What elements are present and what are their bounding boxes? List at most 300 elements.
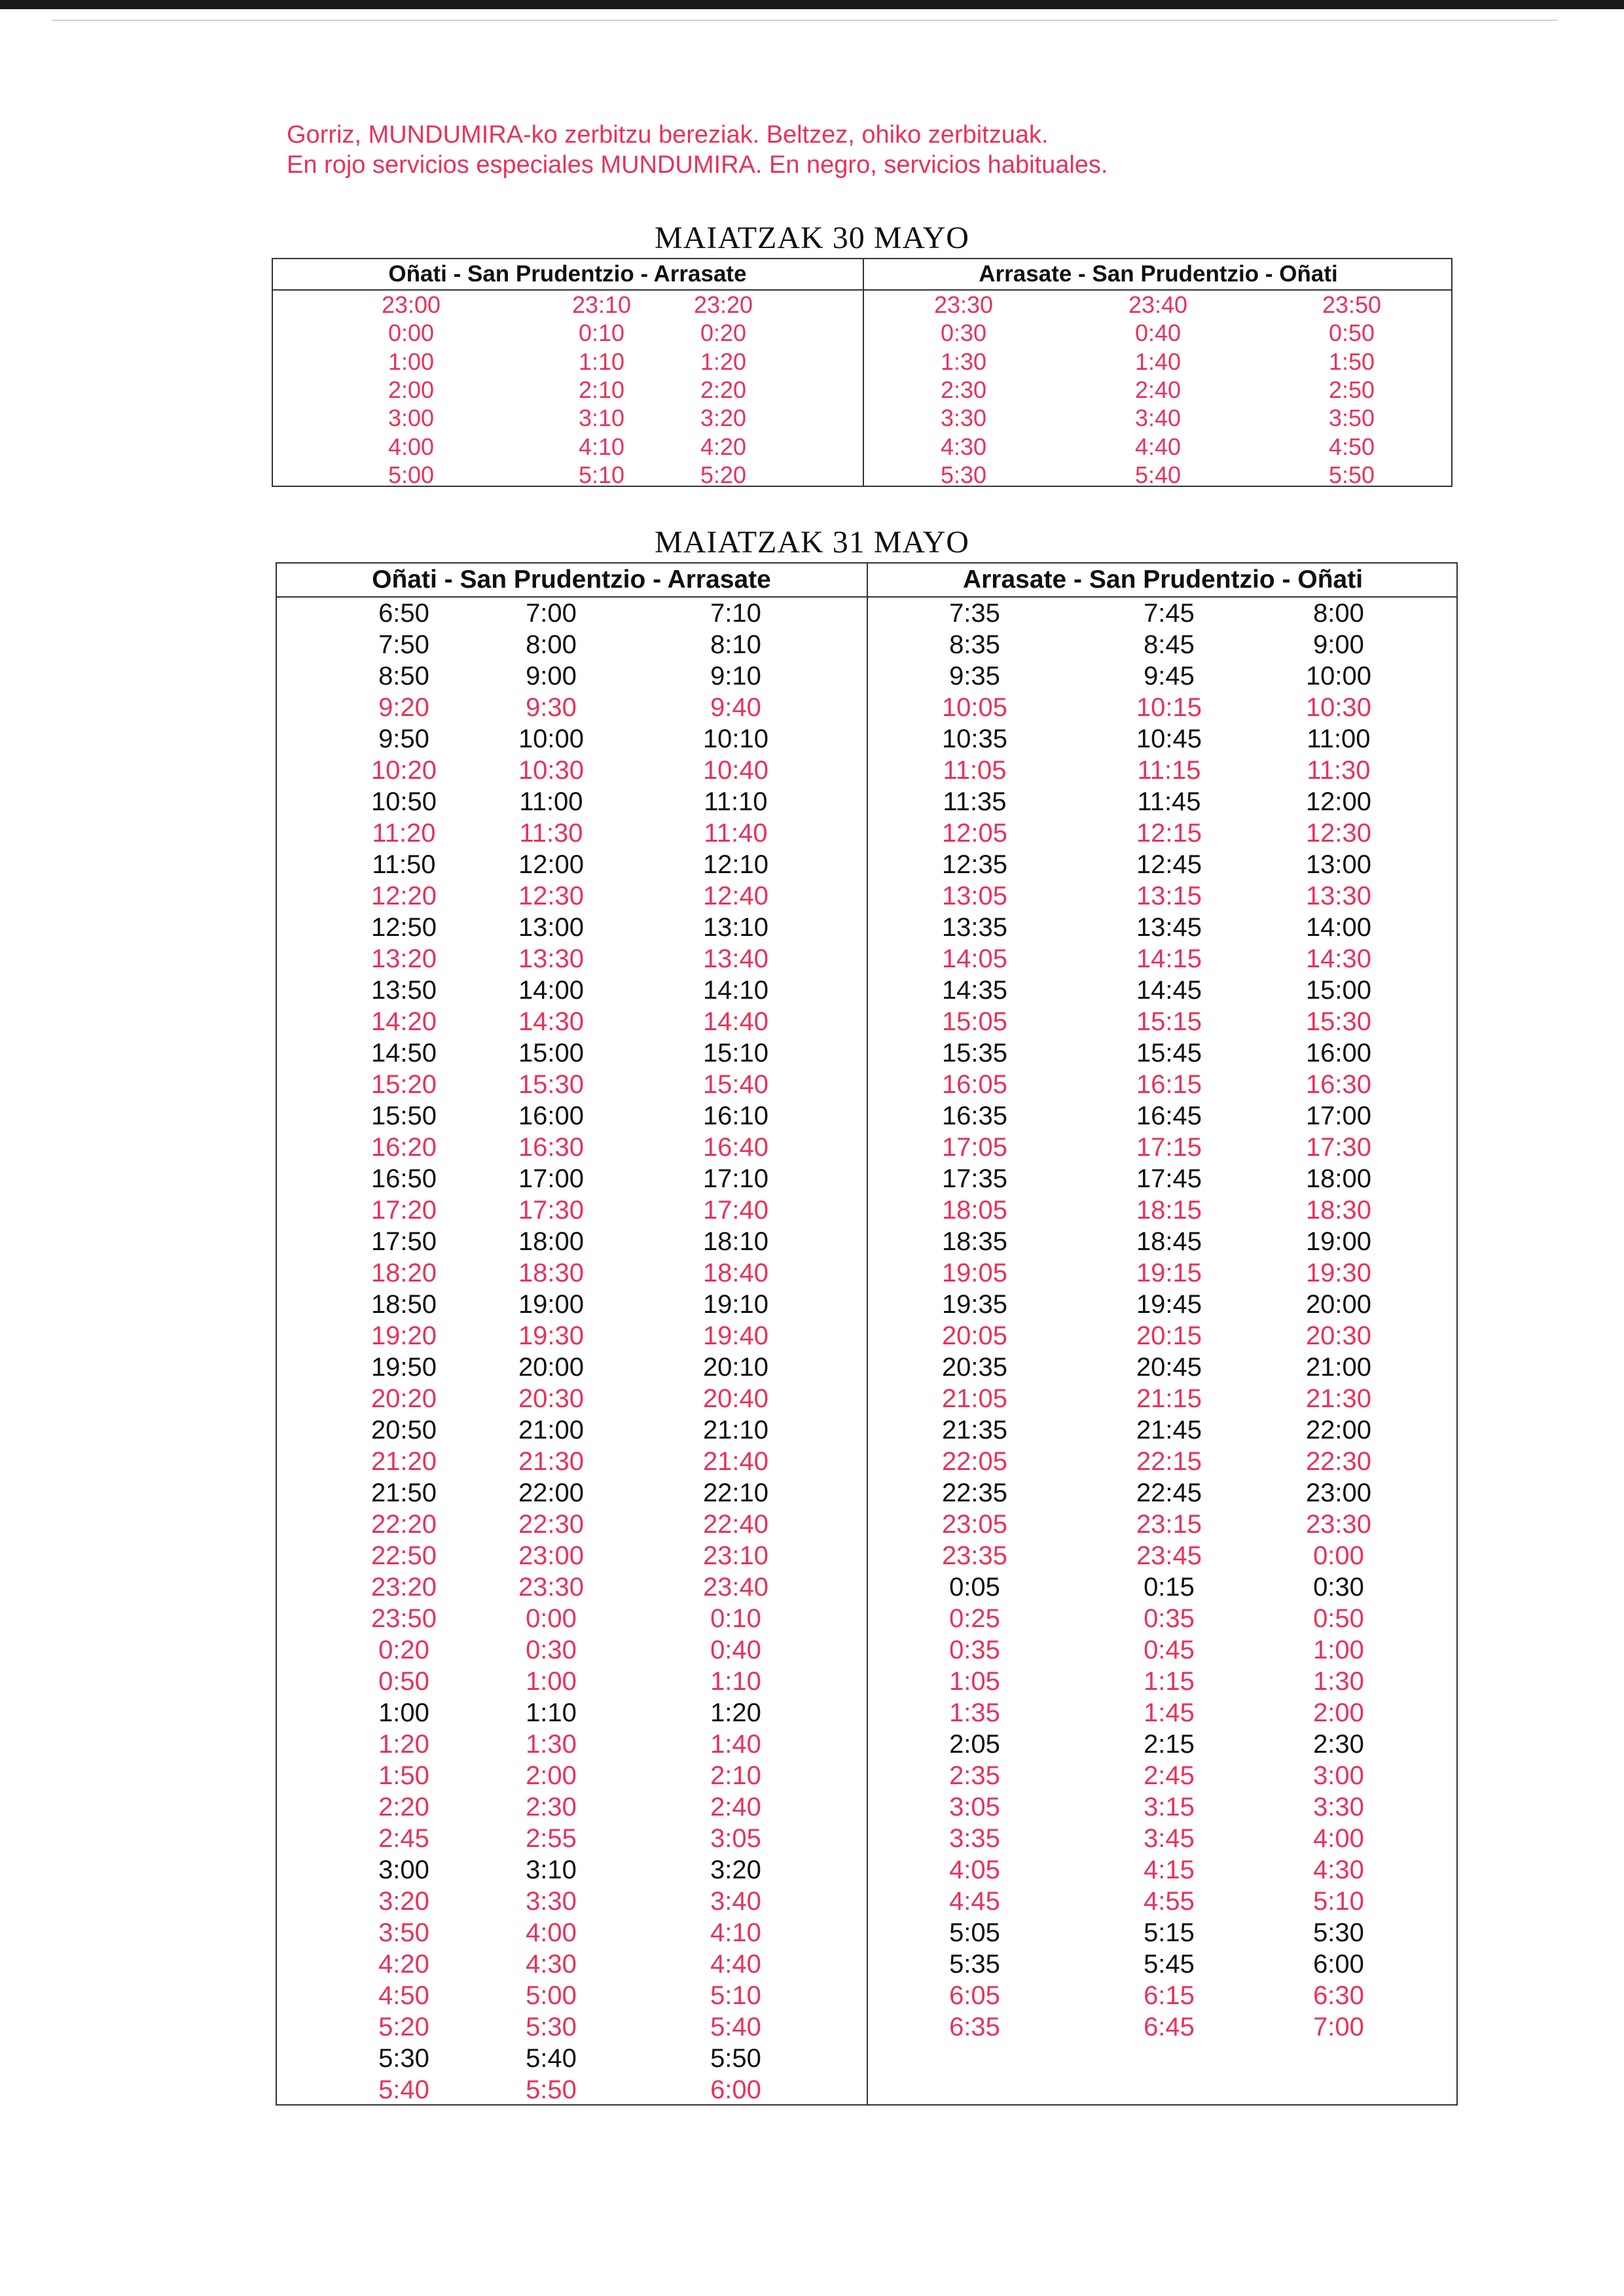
onati-arrasate-time-cell: 23:10 (702, 1541, 769, 1570)
onati-arrasate-time-cell: 1:00 (526, 1667, 577, 1696)
onati-arrasate-time-cell: 21:30 (518, 1447, 585, 1476)
arrasate-onati-time-cell: 4:15 (1144, 1856, 1195, 1884)
arrasate-onati-time-cell: 2:35 (949, 1761, 1000, 1790)
arrasate-onati-time-cell: 21:05 (941, 1384, 1008, 1413)
onati-arrasate-time-cell: 20:50 (370, 1416, 437, 1444)
onati-arrasate-time-cell: 23:20 (370, 1573, 437, 1602)
arrasate-onati-time-cell: 10:35 (941, 725, 1008, 753)
timetable-row (277, 1634, 1456, 1666)
timetable-row (277, 1006, 1456, 1037)
arrasate-onati-time-cell: 6:30 (1313, 1981, 1364, 2010)
onati-arrasate-time-cell: 21:20 (370, 1447, 437, 1476)
arrasate-onati-time-cell: 6:15 (1144, 1981, 1195, 2010)
onati-arrasate-time-cell: 1:20 (378, 1730, 429, 1759)
timetable-row (277, 1980, 1456, 2011)
onati-arrasate-time-cell: 19:10 (702, 1290, 769, 1319)
timetable-row (277, 1729, 1456, 1760)
onati-arrasate-time-cell: 10:20 (370, 756, 437, 785)
onati-arrasate-time-cell: 18:00 (518, 1227, 585, 1256)
arrasate-onati-time-cell: 16:45 (1136, 1102, 1202, 1130)
timetable-row (277, 629, 1456, 660)
arrasate-onati-time-cell: 10:15 (1136, 693, 1202, 722)
onati-arrasate-time-cell: 16:10 (702, 1102, 769, 1130)
onati-arrasate-time-cell: 6:00 (710, 2075, 761, 2104)
onati-arrasate-time-cell: 9:40 (710, 693, 761, 722)
timetable-row (273, 348, 1451, 376)
onati-arrasate-time-cell: 16:50 (370, 1164, 437, 1193)
onati-arrasate-time-cell: 15:40 (702, 1070, 769, 1099)
arrasate-onati-time-cell: 0:15 (1144, 1573, 1195, 1602)
arrasate-onati-time-cell: 13:00 (1305, 850, 1372, 879)
arrasate-onati-time-cell: 8:00 (1313, 599, 1364, 628)
arrasate-onati-time-cell: 23:05 (941, 1510, 1008, 1539)
onati-arrasate-time-cell: 23:50 (370, 1604, 437, 1633)
arrasate-onati-time-cell: 1:35 (949, 1698, 1000, 1727)
arrasate-onati-time-cell: 22:15 (1136, 1447, 1202, 1476)
arrasate-onati-time-cell: 5:30 (1313, 1918, 1364, 1947)
onati-arrasate-time-cell: 2:10 (710, 1761, 761, 1790)
arrasate-onati-time-cell: 4:45 (949, 1887, 1000, 1916)
onati-arrasate-time-cell: 22:40 (702, 1510, 769, 1539)
arrasate-onati-time-cell: 9:00 (1313, 630, 1364, 659)
onati-arrasate-time-cell: 21:00 (518, 1416, 585, 1444)
arrasate-onati-time-cell: 23:50 (1322, 291, 1382, 318)
arrasate-onati-time-cell: 9:35 (949, 662, 1000, 691)
onati-arrasate-time-cell: 7:10 (710, 599, 761, 628)
arrasate-onati-time-cell: 3:50 (1328, 404, 1375, 432)
arrasate-onati-time-cell: 21:30 (1305, 1384, 1372, 1413)
scan-line (52, 20, 1558, 21)
arrasate-onati-time-cell: 22:00 (1305, 1416, 1372, 1444)
arrasate-onati-time-cell: 11:35 (943, 787, 1007, 816)
arrasate-onati-time-cell: 14:15 (1136, 944, 1202, 973)
arrasate-onati-time-cell: 10:00 (1305, 662, 1372, 691)
day31-left-header: Oñati - San Prudentzio - Arrasate (372, 565, 771, 594)
onati-arrasate-time-cell: 19:20 (370, 1321, 437, 1350)
onati-arrasate-time-cell: 23:10 (571, 291, 632, 318)
onati-arrasate-time-cell: 4:50 (378, 1981, 429, 2010)
arrasate-onati-time-cell: 6:35 (949, 2013, 1000, 2041)
arrasate-onati-time-cell: 22:35 (941, 1479, 1008, 1507)
onati-arrasate-time-cell: 12:10 (702, 850, 769, 879)
timetable-row (273, 376, 1451, 404)
arrasate-onati-time-cell: 18:30 (1305, 1196, 1372, 1225)
timetable-row (277, 1352, 1456, 1383)
arrasate-onati-time-cell: 3:15 (1144, 1793, 1195, 1821)
onati-arrasate-time-cell: 2:40 (710, 1793, 761, 1821)
timetable-row (277, 786, 1456, 817)
onati-arrasate-time-cell: 5:10 (578, 461, 625, 488)
onati-arrasate-time-cell: 11:00 (519, 787, 583, 816)
timetable-row (277, 755, 1456, 786)
onati-arrasate-time-cell: 2:30 (526, 1793, 577, 1821)
onati-arrasate-time-cell: 14:00 (518, 976, 585, 1005)
onati-arrasate-time-cell: 4:10 (710, 1918, 761, 1947)
arrasate-onati-time-cell: 23:00 (1305, 1479, 1372, 1507)
onati-arrasate-time-cell: 13:50 (370, 976, 437, 1005)
onati-arrasate-time-cell: 10:50 (370, 787, 437, 816)
onati-arrasate-time-cell: 4:20 (378, 1950, 429, 1979)
onati-arrasate-time-cell: 3:50 (378, 1918, 429, 1947)
onati-arrasate-time-cell: 19:50 (370, 1353, 437, 1382)
onati-arrasate-time-cell: 1:10 (710, 1667, 761, 1696)
onati-arrasate-time-cell: 11:50 (372, 850, 436, 879)
arrasate-onati-time-cell: 3:05 (949, 1793, 1000, 1821)
onati-arrasate-time-cell: 13:10 (702, 913, 769, 942)
onati-arrasate-time-cell: 21:10 (702, 1416, 769, 1444)
arrasate-onati-time-cell: 16:00 (1305, 1039, 1372, 1067)
timetable-row (277, 660, 1456, 692)
arrasate-onati-time-cell: 21:00 (1305, 1353, 1372, 1382)
onati-arrasate-time-cell: 1:30 (526, 1730, 577, 1759)
arrasate-onati-time-cell: 2:30 (940, 376, 987, 403)
onati-arrasate-time-cell: 0:00 (388, 319, 435, 347)
day30-left-header: Oñati - San Prudentzio - Arrasate (388, 261, 747, 287)
arrasate-onati-time-cell: 17:30 (1305, 1133, 1372, 1162)
onati-arrasate-time-cell: 20:00 (518, 1353, 585, 1382)
arrasate-onati-time-cell: 6:05 (949, 1981, 1000, 2010)
onati-arrasate-time-cell: 14:50 (370, 1039, 437, 1067)
arrasate-onati-time-cell: 13:15 (1136, 882, 1202, 910)
onati-arrasate-time-cell: 3:00 (378, 1856, 429, 1884)
onati-arrasate-time-cell: 19:00 (518, 1290, 585, 1319)
onati-arrasate-time-cell: 1:20 (700, 348, 747, 375)
arrasate-onati-time-cell: 12:05 (941, 819, 1008, 848)
onati-arrasate-time-cell: 22:50 (370, 1541, 437, 1570)
day31-title: MAIATZAK 31 MAYO (655, 525, 969, 560)
onati-arrasate-time-cell: 8:50 (378, 662, 429, 691)
onati-arrasate-time-cell: 4:10 (578, 433, 625, 460)
onati-arrasate-time-cell: 20:20 (370, 1384, 437, 1413)
arrasate-onati-time-cell: 0:05 (949, 1573, 1000, 1602)
day31-right-header: Arrasate - San Prudentzio - Oñati (962, 565, 1363, 594)
timetable-row (277, 692, 1456, 723)
onati-arrasate-time-cell: 0:00 (526, 1604, 577, 1633)
onati-arrasate-time-cell: 15:10 (702, 1039, 769, 1067)
arrasate-onati-time-cell: 18:15 (1136, 1196, 1202, 1225)
arrasate-onati-time-cell: 23:40 (1128, 291, 1188, 318)
onati-arrasate-time-cell: 17:40 (702, 1196, 769, 1225)
arrasate-onati-time-cell: 15:35 (941, 1039, 1008, 1067)
arrasate-onati-time-cell: 6:45 (1144, 2013, 1195, 2041)
arrasate-onati-time-cell: 22:30 (1305, 1447, 1372, 1476)
onati-arrasate-time-cell: 14:10 (702, 976, 769, 1005)
arrasate-onati-time-cell: 3:30 (940, 404, 987, 432)
arrasate-onati-time-cell: 19:45 (1136, 1290, 1202, 1319)
arrasate-onati-time-cell: 23:45 (1136, 1541, 1202, 1570)
arrasate-onati-time-cell: 15:30 (1305, 1007, 1372, 1036)
onati-arrasate-time-cell: 0:30 (526, 1636, 577, 1664)
onati-arrasate-time-cell: 5:50 (526, 2075, 577, 2104)
onati-arrasate-time-cell: 5:00 (526, 1981, 577, 2010)
arrasate-onati-time-cell: 15:45 (1136, 1039, 1202, 1067)
timetable-row (273, 319, 1451, 347)
onati-arrasate-time-cell: 20:40 (702, 1384, 769, 1413)
arrasate-onati-time-cell: 14:45 (1136, 976, 1202, 1005)
arrasate-onati-time-cell: 6:00 (1313, 1950, 1364, 1979)
arrasate-onati-time-cell: 1:45 (1144, 1698, 1195, 1727)
arrasate-onati-time-cell: 17:00 (1305, 1102, 1372, 1130)
onati-arrasate-time-cell: 11:10 (704, 787, 768, 816)
onati-arrasate-time-cell: 4:00 (388, 433, 435, 460)
timetable-row (277, 1917, 1456, 1948)
arrasate-onati-time-cell: 16:30 (1305, 1070, 1372, 1099)
timetable-row (277, 1132, 1456, 1163)
arrasate-onati-time-cell: 3:45 (1144, 1824, 1195, 1853)
onati-arrasate-time-cell: 3:10 (526, 1856, 577, 1884)
onati-arrasate-time-cell: 10:10 (702, 725, 769, 753)
timetable-row (277, 1948, 1456, 1980)
arrasate-onati-time-cell: 2:45 (1144, 1761, 1195, 1790)
arrasate-onati-time-cell: 13:30 (1305, 882, 1372, 910)
onati-arrasate-time-cell: 8:10 (710, 630, 761, 659)
timetable-row (277, 1791, 1456, 1823)
onati-arrasate-time-cell: 5:10 (710, 1981, 761, 2010)
onati-arrasate-time-cell: 0:10 (578, 319, 625, 347)
timetable-row (277, 1163, 1456, 1194)
timetable-row (277, 1571, 1456, 1603)
arrasate-onati-time-cell: 10:05 (941, 693, 1008, 722)
onati-arrasate-time-cell: 1:50 (378, 1761, 429, 1790)
arrasate-onati-time-cell: 21:45 (1136, 1416, 1202, 1444)
onati-arrasate-time-cell: 12:00 (518, 850, 585, 879)
arrasate-onati-time-cell: 12:15 (1136, 819, 1202, 848)
arrasate-onati-time-cell: 5:45 (1144, 1950, 1195, 1979)
arrasate-onati-time-cell: 3:30 (1313, 1793, 1364, 1821)
arrasate-onati-time-cell: 4:30 (1313, 1856, 1364, 1884)
arrasate-onati-time-cell: 18:35 (941, 1227, 1008, 1256)
onati-arrasate-time-cell: 2:45 (378, 1824, 429, 1853)
arrasate-onati-time-cell: 11:45 (1137, 787, 1201, 816)
arrasate-onati-time-cell: 5:10 (1313, 1887, 1364, 1916)
arrasate-onati-time-cell: 3:35 (949, 1824, 1000, 1853)
arrasate-onati-time-cell: 18:45 (1136, 1227, 1202, 1256)
onati-arrasate-time-cell: 10:40 (702, 756, 769, 785)
timetable-row (277, 1760, 1456, 1791)
timetable-row (277, 723, 1456, 755)
onati-arrasate-time-cell: 5:40 (710, 2013, 761, 2041)
arrasate-onati-time-cell: 12:45 (1136, 850, 1202, 879)
arrasate-onati-time-cell: 20:35 (941, 1353, 1008, 1382)
arrasate-onati-time-cell: 15:00 (1305, 976, 1372, 1005)
onati-arrasate-time-cell: 18:10 (702, 1227, 769, 1256)
onati-arrasate-time-cell: 14:40 (702, 1007, 769, 1036)
arrasate-onati-time-cell: 20:00 (1305, 1290, 1372, 1319)
onati-arrasate-time-cell: 13:00 (518, 913, 585, 942)
arrasate-onati-time-cell: 13:35 (941, 913, 1008, 942)
onati-arrasate-time-cell: 17:00 (518, 1164, 585, 1193)
arrasate-onati-time-cell: 0:35 (949, 1636, 1000, 1664)
onati-arrasate-time-cell: 1:10 (578, 348, 625, 375)
timetable-row (277, 2074, 1456, 2106)
arrasate-onati-time-cell: 17:15 (1136, 1133, 1202, 1162)
timetable-row (277, 1697, 1456, 1729)
arrasate-onati-time-cell: 18:05 (941, 1196, 1008, 1225)
arrasate-onati-time-cell: 2:40 (1134, 376, 1182, 403)
onati-arrasate-time-cell: 15:50 (370, 1102, 437, 1130)
arrasate-onati-time-cell: 0:50 (1313, 1604, 1364, 1633)
timetable-row (277, 1226, 1456, 1257)
arrasate-onati-time-cell: 23:30 (1305, 1510, 1372, 1539)
arrasate-onati-time-cell: 11:30 (1307, 756, 1371, 785)
arrasate-onati-time-cell: 11:15 (1137, 756, 1201, 785)
onati-arrasate-time-cell: 1:00 (388, 348, 435, 375)
onati-arrasate-time-cell: 18:40 (702, 1259, 769, 1287)
onati-arrasate-time-cell: 2:10 (578, 376, 625, 403)
onati-arrasate-time-cell: 15:20 (370, 1070, 437, 1099)
onati-arrasate-time-cell: 13:40 (702, 944, 769, 973)
onati-arrasate-time-cell: 10:30 (518, 756, 585, 785)
onati-arrasate-time-cell: 1:10 (526, 1698, 577, 1727)
onati-arrasate-time-cell: 23:40 (702, 1573, 769, 1602)
timetable-row (273, 291, 1451, 319)
timetable-row (273, 404, 1451, 432)
note-basque: Gorriz, MUNDUMIRA-ko zerbitzu bereziak. Beltzez, ohiko zerbitzuak. (287, 121, 1049, 149)
arrasate-onati-time-cell: 19:30 (1305, 1259, 1372, 1287)
onati-arrasate-time-cell: 17:20 (370, 1196, 437, 1225)
arrasate-onati-time-cell: 23:35 (941, 1541, 1008, 1570)
onati-arrasate-time-cell: 7:00 (526, 599, 577, 628)
arrasate-onati-time-cell: 17:45 (1136, 1164, 1202, 1193)
timetable-row (277, 1666, 1456, 1697)
timetable-row (277, 1509, 1456, 1540)
arrasate-onati-time-cell: 1:30 (1313, 1667, 1364, 1696)
onati-arrasate-time-cell: 5:00 (388, 461, 435, 488)
onati-arrasate-time-cell: 11:30 (519, 819, 583, 848)
timetable-row (277, 1854, 1456, 1886)
day31-timetable (276, 562, 1458, 2106)
arrasate-onati-time-cell: 21:15 (1136, 1384, 1202, 1413)
onati-arrasate-time-cell: 15:00 (518, 1039, 585, 1067)
onati-arrasate-time-cell: 0:20 (700, 319, 747, 347)
onati-arrasate-time-cell: 1:40 (710, 1730, 761, 1759)
onati-arrasate-time-cell: 4:00 (526, 1918, 577, 1947)
onati-arrasate-time-cell: 11:40 (704, 819, 768, 848)
onati-arrasate-time-cell: 5:30 (526, 2013, 577, 2041)
arrasate-onati-time-cell: 0:00 (1313, 1541, 1364, 1570)
arrasate-onati-time-cell: 20:45 (1136, 1353, 1202, 1382)
timetable-row (277, 1823, 1456, 1854)
onati-arrasate-time-cell: 2:55 (526, 1824, 577, 1853)
onati-arrasate-time-cell: 3:30 (526, 1887, 577, 1916)
onati-arrasate-time-cell: 18:30 (518, 1259, 585, 1287)
onati-arrasate-time-cell: 22:30 (518, 1510, 585, 1539)
arrasate-onati-time-cell: 5:15 (1144, 1918, 1195, 1947)
arrasate-onati-time-cell: 16:15 (1136, 1070, 1202, 1099)
arrasate-onati-time-cell: 16:35 (941, 1102, 1008, 1130)
onati-arrasate-time-cell: 23:00 (518, 1541, 585, 1570)
onati-arrasate-time-cell: 6:50 (378, 599, 429, 628)
onati-arrasate-time-cell: 20:30 (518, 1384, 585, 1413)
arrasate-onati-time-cell: 1:05 (949, 1667, 1000, 1696)
onati-arrasate-time-cell: 4:30 (526, 1950, 577, 1979)
onati-arrasate-time-cell: 22:00 (518, 1479, 585, 1507)
onati-arrasate-time-cell: 21:50 (370, 1479, 437, 1507)
onati-arrasate-time-cell: 22:10 (702, 1479, 769, 1507)
scan-edge (0, 0, 1624, 9)
onati-arrasate-time-cell: 3:20 (710, 1856, 761, 1884)
timetable-row (277, 2011, 1456, 2043)
arrasate-onati-time-cell: 11:00 (1307, 725, 1371, 753)
day30-title: MAIATZAK 30 MAYO (655, 221, 969, 255)
arrasate-onati-time-cell: 9:45 (1144, 662, 1195, 691)
onati-arrasate-time-cell: 3:00 (388, 404, 435, 432)
timetable-row (277, 2043, 1456, 2074)
onati-arrasate-time-cell: 3:20 (700, 404, 747, 432)
onati-arrasate-time-cell: 5:40 (526, 2044, 577, 2073)
arrasate-onati-time-cell: 17:35 (941, 1164, 1008, 1193)
onati-arrasate-time-cell: 9:00 (526, 662, 577, 691)
onati-arrasate-time-cell: 4:40 (710, 1950, 761, 1979)
arrasate-onati-time-cell: 13:45 (1136, 913, 1202, 942)
arrasate-onati-time-cell: 0:25 (949, 1604, 1000, 1633)
arrasate-onati-time-cell: 5:50 (1328, 461, 1375, 488)
arrasate-onati-time-cell: 0:45 (1144, 1636, 1195, 1664)
onati-arrasate-time-cell: 17:50 (370, 1227, 437, 1256)
note-spanish: En rojo servicios especiales MUNDUMIRA. En negro, servicios habituales. (287, 151, 1108, 179)
arrasate-onati-time-cell: 8:45 (1144, 630, 1195, 659)
timetable-row (277, 1069, 1456, 1100)
day30-timetable (272, 258, 1453, 487)
arrasate-onati-time-cell: 14:35 (941, 976, 1008, 1005)
timetable-row (277, 598, 1456, 629)
onati-arrasate-time-cell: 1:00 (378, 1698, 429, 1727)
onati-arrasate-time-cell: 15:30 (518, 1070, 585, 1099)
arrasate-onati-time-cell: 22:45 (1136, 1479, 1202, 1507)
timetable-row (277, 1540, 1456, 1571)
arrasate-onati-time-cell: 12:30 (1305, 819, 1372, 848)
onati-arrasate-time-cell: 17:30 (518, 1196, 585, 1225)
onati-arrasate-time-cell: 3:40 (710, 1887, 761, 1916)
onati-arrasate-time-cell: 21:40 (702, 1447, 769, 1476)
onati-arrasate-time-cell: 0:40 (710, 1636, 761, 1664)
arrasate-onati-time-cell: 22:05 (941, 1447, 1008, 1476)
onati-arrasate-time-cell: 13:30 (518, 944, 585, 973)
timetable-row (277, 1100, 1456, 1132)
onati-arrasate-time-cell: 12:30 (518, 882, 585, 910)
onati-arrasate-time-cell: 2:20 (700, 376, 747, 403)
onati-arrasate-time-cell: 0:20 (378, 1636, 429, 1664)
timetable-row (277, 849, 1456, 880)
timetable-row (277, 1886, 1456, 1917)
onati-arrasate-time-cell: 19:40 (702, 1321, 769, 1350)
onati-arrasate-time-cell: 14:20 (370, 1007, 437, 1036)
onati-arrasate-time-cell: 0:50 (378, 1667, 429, 1696)
onati-arrasate-time-cell: 23:30 (518, 1573, 585, 1602)
arrasate-onati-time-cell: 1:30 (940, 348, 987, 375)
onati-arrasate-time-cell: 9:10 (710, 662, 761, 691)
onati-arrasate-time-cell: 18:50 (370, 1290, 437, 1319)
onati-arrasate-time-cell: 20:10 (702, 1353, 769, 1382)
arrasate-onati-time-cell: 8:35 (949, 630, 1000, 659)
onati-arrasate-time-cell: 18:20 (370, 1259, 437, 1287)
arrasate-onati-time-cell: 20:05 (941, 1321, 1008, 1350)
timetable-row (277, 1446, 1456, 1477)
onati-arrasate-time-cell: 3:10 (578, 404, 625, 432)
onati-arrasate-time-cell: 14:30 (518, 1007, 585, 1036)
onati-arrasate-time-cell: 23:20 (693, 291, 753, 318)
timetable-row (277, 1477, 1456, 1509)
onati-arrasate-time-cell: 12:20 (370, 882, 437, 910)
onati-arrasate-time-cell: 5:20 (378, 2013, 429, 2041)
onati-arrasate-time-cell: 19:30 (518, 1321, 585, 1350)
timetable-row (277, 1289, 1456, 1320)
arrasate-onati-time-cell: 18:00 (1305, 1164, 1372, 1193)
onati-arrasate-time-cell: 5:50 (710, 2044, 761, 2073)
arrasate-onati-time-cell: 1:50 (1328, 348, 1375, 375)
arrasate-onati-time-cell: 3:40 (1134, 404, 1182, 432)
arrasate-onati-time-cell: 2:05 (949, 1730, 1000, 1759)
